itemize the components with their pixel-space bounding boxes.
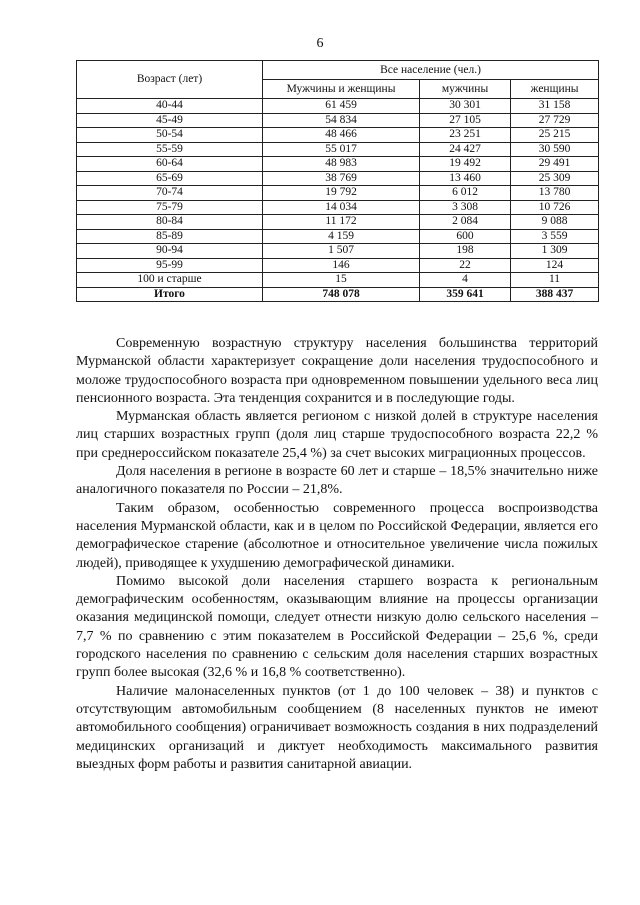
table-row — [77, 229, 599, 244]
cell-age: 60-64 — [77, 157, 263, 172]
cell-men: 22 — [420, 258, 511, 273]
paragraph: Помимо высокой доли населения старшего возраста к региональным демографическим особенностям, оказывающим влияние на процессы организации оказания медицинской помощи, следует отнести низкую долю сельского населения – 7,7 % по сравнению с этим показателем в Российской Федерации – 25,6 %, среди городского населения по сравнению с сельским доля населения старших возрастных групп более высокая (32,6 % и 16,8 % соответственно). — [76, 573, 598, 681]
header-women: женщины — [511, 80, 599, 99]
cell-men: 600 — [420, 229, 511, 244]
cell-both: 19 792 — [263, 186, 420, 201]
table-row — [77, 113, 599, 128]
cell-age: 50-54 — [77, 128, 263, 143]
cell-men: 24 427 — [420, 142, 511, 157]
paragraph: Доля населения в регионе в возрасте 60 лет и старше – 18,5% значительно ниже аналогичного показателя по России – 21,8%. — [76, 464, 598, 498]
header-age: Возраст (лет) — [77, 61, 263, 99]
cell-men: 13 460 — [420, 171, 511, 186]
cell-age: 95-99 — [77, 258, 263, 273]
cell-women: 25 215 — [511, 128, 599, 143]
table-row — [77, 157, 599, 172]
header-both: Мужчины и женщины — [263, 80, 420, 99]
table-total-row — [77, 287, 599, 302]
paragraph: Наличие малонаселенных пунктов (от 1 до 100 человек – 38) и пунктов с отсутствующим автомобильным сообщением (8 населенных пунктов не имеют автомобильного сообщения) ограничивает возможность создания в них подразделений медицинских организаций и диктует необходимость максимального развития выездных форм работы и развития санитарной авиации. — [76, 683, 598, 772]
cell-age: 65-69 — [77, 171, 263, 186]
page-number: 6 — [316, 36, 324, 51]
paragraph: Современную возрастную структуру населения большинства территорий Мурманской области характеризует сокращение доли населения трудоспособного и моложе трудоспособного возраста при одновременном повышении удельного веса лиц пенсионного возраста. Эта тенденция сохранится и в последующие годы. — [76, 336, 598, 406]
table-row — [77, 273, 599, 288]
cell-women: 13 780 — [511, 186, 599, 201]
cell-age: 80-84 — [77, 215, 263, 230]
table-row — [77, 215, 599, 230]
table-row — [77, 99, 599, 114]
cell-both: 146 — [263, 258, 420, 273]
cell-age: 85-89 — [77, 229, 263, 244]
cell-both: 11 172 — [263, 215, 420, 230]
paragraph: Таким образом, особенностью современного процесса воспроизводства населения Мурманской области, как и в целом по Российской Федерации, является его демографическое старение (абсолютное и относительное увеличение числа пожилых людей), приводящее к ухудшению демографической динамики. — [76, 500, 598, 571]
cell-both: 15 — [263, 273, 420, 288]
cell-men: 198 — [420, 244, 511, 259]
cell-both: 38 769 — [263, 171, 420, 186]
cell-both: 4 159 — [263, 229, 420, 244]
cell-men: 3 308 — [420, 200, 511, 215]
cell-women: 30 590 — [511, 142, 599, 157]
cell-women: 10 726 — [511, 200, 599, 215]
cell-age: 40-44 — [77, 99, 263, 114]
cell-women: 25 309 — [511, 171, 599, 186]
cell-age: 100 и старше — [77, 273, 263, 288]
table-row — [77, 258, 599, 273]
cell-both: 1 507 — [263, 244, 420, 259]
cell-women: 3 559 — [511, 229, 599, 244]
cell-men: 6 012 — [420, 186, 511, 201]
total-cell-age: Итого — [77, 287, 263, 302]
cell-age: 90-94 — [77, 244, 263, 259]
cell-both: 55 017 — [263, 142, 420, 157]
table-row — [77, 142, 599, 157]
cell-age: 70-74 — [77, 186, 263, 201]
cell-both: 14 034 — [263, 200, 420, 215]
cell-women: 9 088 — [511, 215, 599, 230]
cell-women: 27 729 — [511, 113, 599, 128]
cell-men: 23 251 — [420, 128, 511, 143]
cell-both: 48 466 — [263, 128, 420, 143]
cell-both: 48 983 — [263, 157, 420, 172]
cell-women: 1 309 — [511, 244, 599, 259]
cell-age: 55-59 — [77, 142, 263, 157]
population-table — [76, 60, 599, 302]
header-men: мужчины — [420, 80, 511, 99]
cell-men: 30 301 — [420, 99, 511, 114]
total-cell-women: 388 437 — [511, 287, 599, 302]
table-row — [77, 244, 599, 259]
body-text — [76, 335, 598, 774]
cell-men: 4 — [420, 273, 511, 288]
cell-men: 27 105 — [420, 113, 511, 128]
table-header-row — [77, 61, 599, 80]
table-row — [77, 171, 599, 186]
cell-age: 45-49 — [77, 113, 263, 128]
cell-women: 11 — [511, 273, 599, 288]
cell-women: 31 158 — [511, 99, 599, 114]
total-cell-both: 748 078 — [263, 287, 420, 302]
total-cell-men: 359 641 — [420, 287, 511, 302]
cell-age: 75-79 — [77, 200, 263, 215]
cell-men: 2 084 — [420, 215, 511, 230]
cell-women: 124 — [511, 258, 599, 273]
cell-both: 61 459 — [263, 99, 420, 114]
paragraph: Мурманская область является регионом с низкой долей в структуре населения лиц старших возрастных групп (доля лиц старше трудоспособного возраста 22,2 % при среднероссийском показателе 25,4 %) за счет высоких миграционных процессов. — [76, 409, 598, 461]
table-row — [77, 186, 599, 201]
header-all-population: Все население (чел.) — [263, 61, 599, 80]
table-row — [77, 200, 599, 215]
cell-both: 54 834 — [263, 113, 420, 128]
table-row — [77, 128, 599, 143]
cell-women: 29 491 — [511, 157, 599, 172]
cell-men: 19 492 — [420, 157, 511, 172]
